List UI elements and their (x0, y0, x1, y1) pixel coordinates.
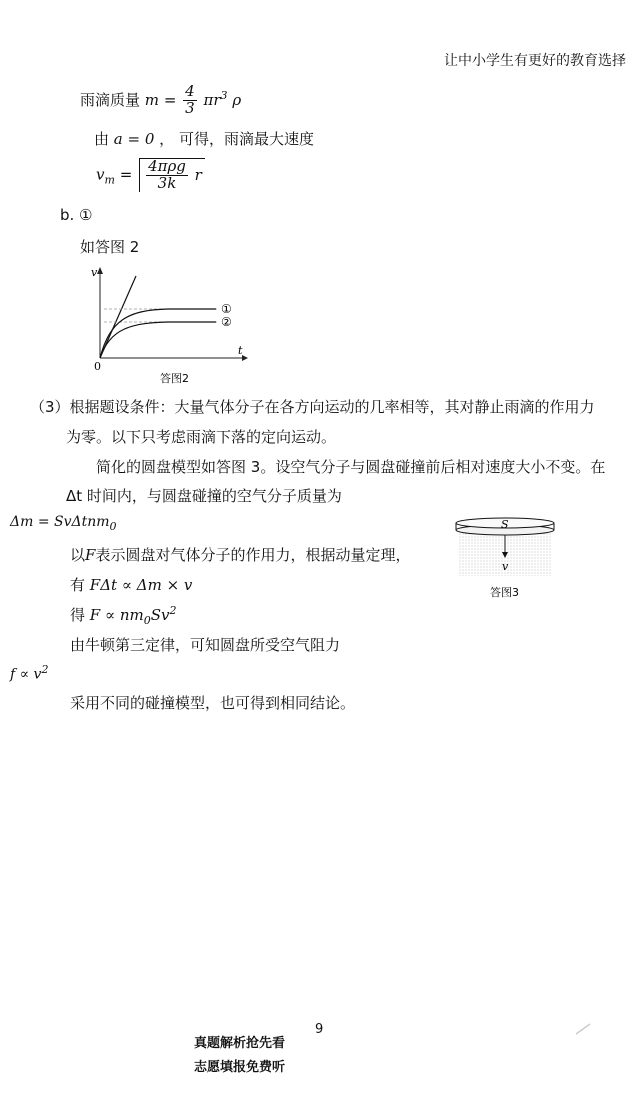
vm-subscript: m (104, 173, 115, 187)
fig2-origin-label: 0 (94, 360, 101, 373)
header-slogan: 让中小学生有更好的教育选择 (444, 53, 626, 69)
figure-3 (450, 512, 560, 604)
vm-fraction (146, 159, 188, 192)
footer-line-1: 真题解析抢先看 (194, 1036, 286, 1051)
fig3-velocity-label: v (502, 560, 509, 573)
vm-equals: = (119, 165, 133, 184)
part3-line-2: 为零。以下只考虑雨滴下落的定向运动。 (66, 428, 337, 446)
vm-r: r (194, 165, 202, 184)
fig2-caption: 答图2 (160, 372, 189, 385)
fig2-curve-2 (100, 322, 216, 358)
force-line-2-prefix: 有 (70, 576, 86, 594)
raindrop-mass-line (80, 84, 241, 117)
mass-rho: ρ (232, 90, 242, 109)
force-line-2 (70, 574, 192, 595)
delta-m-text: Δm = SvΔtnm (10, 514, 110, 530)
fig2-v-label: v (91, 266, 98, 279)
force-line-3-prefix: 得 (70, 606, 86, 624)
mass-equals: = (163, 90, 177, 109)
mass-r-exponent: 3 (220, 88, 228, 102)
delta-m-subscript: 0 (109, 519, 117, 533)
part3-line-4: Δt 时间内，与圆盘碰撞的空气分子质量为 (66, 487, 342, 505)
force-line-3 (70, 604, 177, 627)
fig2-t-label: t (238, 344, 243, 357)
max-speed-line (94, 128, 314, 149)
mass-symbol: m (144, 90, 160, 109)
force-relation-exponent: 2 (169, 604, 177, 617)
vm-denominator: 3k (157, 173, 177, 192)
max-speed-text: ， 可得，雨滴最大速度 (159, 130, 314, 148)
mass-label: 雨滴质量 (80, 90, 141, 109)
newton-third-law-line: 由牛顿第三定律，可知圆盘所受空气阻力 (70, 636, 341, 654)
force-line-1-text: 表示圆盘对气体分子的作用力，根据动量定理， (95, 546, 411, 564)
part-b-label: b. ① (60, 206, 93, 224)
mass-fraction (183, 84, 197, 117)
mass-pi-r: πr (203, 90, 221, 109)
page-number: 9 (315, 1022, 324, 1037)
drag-relation-exponent: 2 (41, 663, 49, 676)
delta-m-equation (10, 514, 117, 533)
drag-relation (10, 663, 48, 683)
fig2-curve-2-label: ② (221, 315, 232, 329)
fig2-t-arrow (242, 355, 248, 361)
max-speed-prefix: 由 (94, 130, 110, 148)
force-relation-subscript: 0 (143, 614, 151, 627)
pen-mark-icon (574, 1022, 594, 1036)
part3-line-1: （3）根据题设条件：大量气体分子在各方向运动的几率相等，其对静止雨滴的作用力 (30, 398, 595, 416)
impulse-relation: FΔt ∝ Δm × v (89, 576, 193, 594)
footer-line-2: 志愿填报免费听 (194, 1060, 286, 1075)
conclusion-line: 采用不同的碰撞模型，也可得到相同结论。 (70, 694, 356, 712)
force-relation-tail: Sv (150, 606, 170, 624)
vm-sqrt (139, 158, 205, 192)
drag-relation-text: f ∝ v (10, 666, 42, 683)
force-line-1 (70, 544, 410, 565)
vm-symbol: v (96, 165, 105, 184)
mass-fraction-denominator: 3 (185, 98, 195, 117)
vm-numerator: 4πρg (148, 157, 186, 175)
force-relation: F ∝ nm (89, 606, 144, 624)
vm-formula (96, 158, 205, 192)
fig2-curve-1-label: ① (221, 302, 232, 316)
figure-2 (88, 262, 258, 388)
mass-fraction-numerator: 4 (185, 82, 195, 100)
acceleration-zero: a = 0 (113, 130, 155, 148)
force-line-1-prefix: 以 (70, 546, 86, 564)
fig3-caption: 答图3 (490, 586, 519, 599)
fig3-disc-label: S (501, 518, 509, 531)
part-b-text: 如答图 2 (80, 238, 140, 256)
force-symbol: F (85, 546, 96, 564)
part3-line-3: 简化的圆盘模型如答图 3。设空气分子与圆盘碰撞前后相对速度大小不变。在 (96, 458, 606, 476)
fig2-v-arrow (97, 267, 103, 274)
